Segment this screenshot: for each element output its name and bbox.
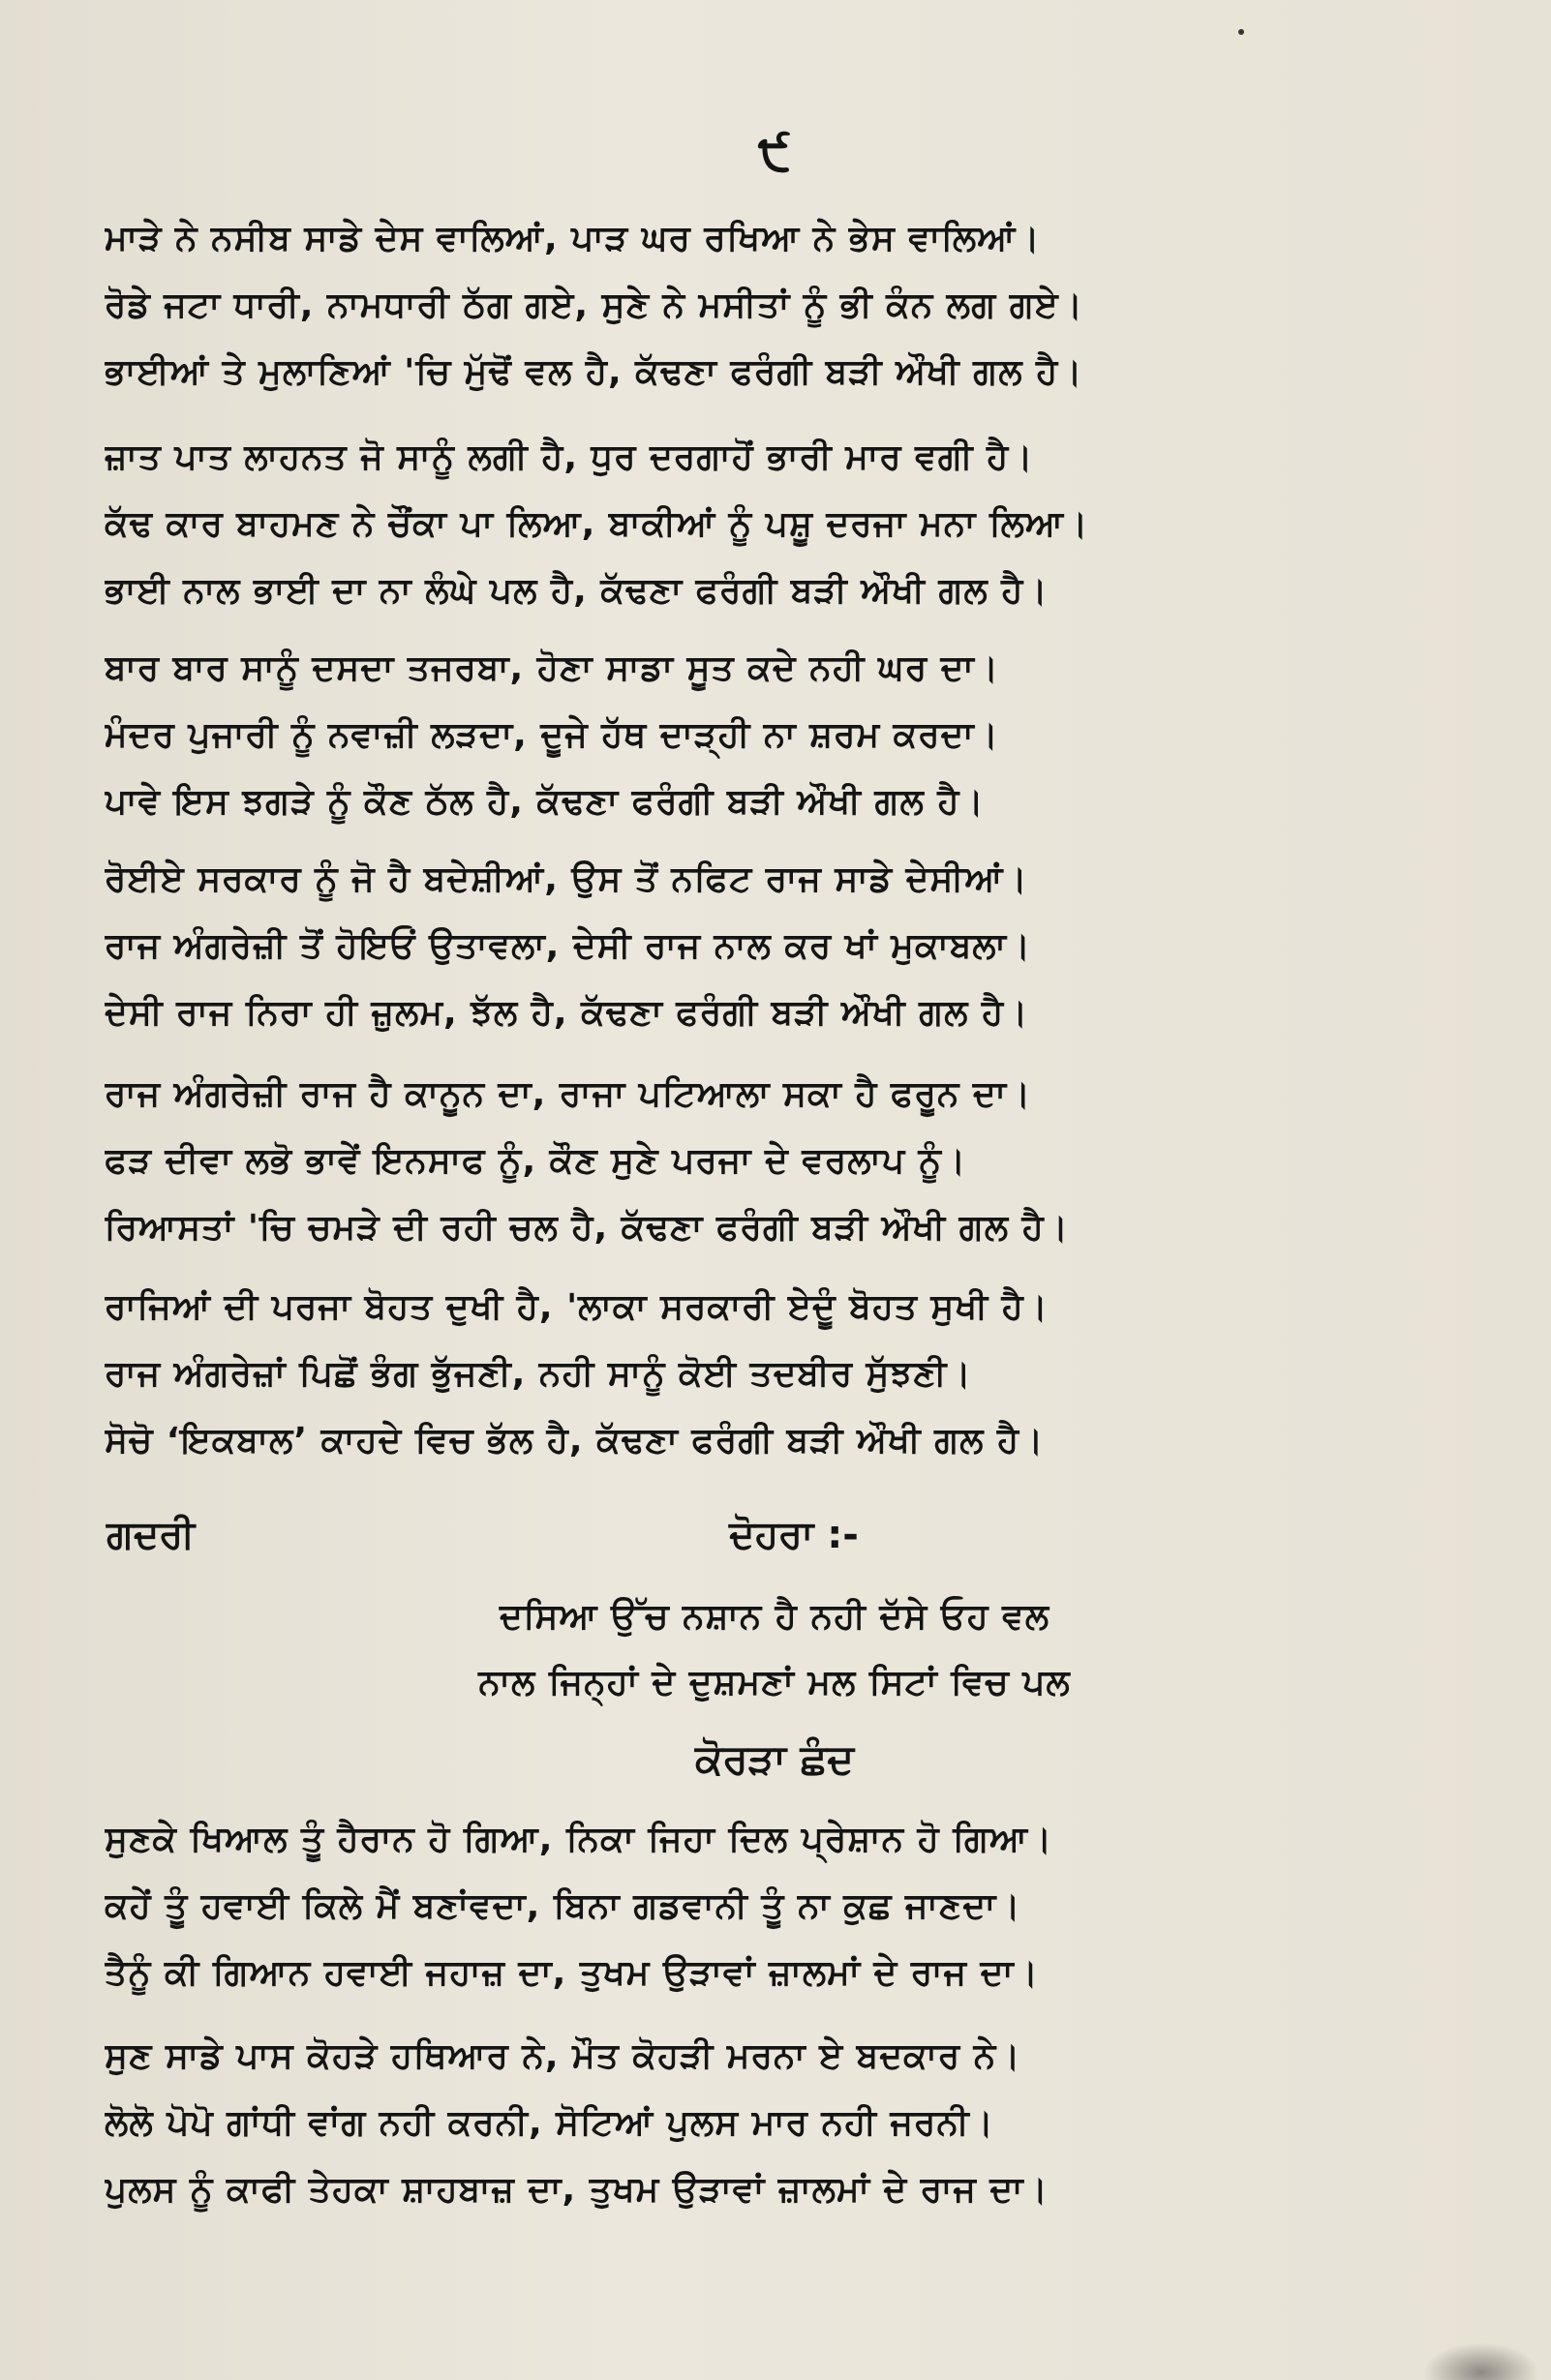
verse-line: ਬਾਰ ਬਾਰ ਸਾਨੂੰ ਦਸਦਾ ਤਜਰਬਾ, ਹੋਣਾ ਸਾਡਾ ਸੂਤ ਕਦੇ ਨਹੀ ਘਰ ਦਾ। bbox=[105, 648, 1000, 688]
verse-line: ਕਹੇਂ ਤੂੰ ਹਵਾਈ ਕਿਲੇ ਮੈਂ ਬਣਾਂਵਦਾ, ਬਿਨਾ ਗਡਵਾਨੀ ਤੂੰ ਨਾ ਕੁਛ ਜਾਣਦਾ। bbox=[105, 1886, 1021, 1926]
doha-heading: ਦੋਹਰਾ :- bbox=[729, 1513, 859, 1557]
verse-line: ਦੇਸੀ ਰਾਜ ਨਿਰਾ ਹੀ ਜ਼ੁਲਮ, ਝੱਲ ਹੈ, ਕੱਢਣਾ ਫਰੰਗੀ ਬੜੀ ਔਖੀ ਗਲ ਹੈ। bbox=[105, 993, 1029, 1033]
doha-line: ਦਸਿਆ ਉੱਚ ਨਸ਼ਾਨ ਹੈ ਨਹੀ ਦੱਸੇ ਓਹ ਵਲ bbox=[499, 1597, 1050, 1637]
stanza-7 bbox=[105, 1806, 1421, 2006]
page-smudge bbox=[1423, 2342, 1539, 2380]
stanza-6 bbox=[105, 1274, 1421, 1474]
page-number: ੯ bbox=[757, 124, 792, 182]
verse-line: ਸੋਚੋ ‘ਇਕਬਾਲ’ ਕਾਹਦੇ ਵਿਚ ਭੱਲ ਹੈ, ਕੱਢਣਾ ਫਰੰਗੀ ਬੜੀ ਔਖੀ ਗਲ ਹੈ। bbox=[105, 1421, 1045, 1461]
stanza-4 bbox=[105, 846, 1421, 1046]
doha-line: ਨਾਲ ਜਿਨ੍ਹਾਂ ਦੇ ਦੁਸ਼ਮਣਾਂ ਮਲ ਸਿਟਾਂ ਵਿਚ ਪਲ bbox=[478, 1663, 1071, 1702]
verse-line: ਰੋਈਏ ਸਰਕਾਰ ਨੂੰ ਜੋ ਹੈ ਬਦੇਸ਼ੀਆਂ, ਉਸ ਤੋਂ ਨਫਿਟ ਰਾਜ ਸਾਡੇ ਦੇਸੀਆਂ। bbox=[105, 859, 1028, 899]
stanza-3 bbox=[105, 635, 1421, 835]
verse-line: ਮੰਦਰ ਪੁਜਾਰੀ ਨੂੰ ਨਵਾਜ਼ੀ ਲੜਦਾ, ਦੂਜੇ ਹੱਥ ਦਾੜ੍ਹੀ ਨਾ ਸ਼ਰਮ ਕਰਦਾ। bbox=[105, 715, 999, 755]
stanza-8 bbox=[105, 2023, 1421, 2223]
verse-line: ਰਾਜ ਅੰਗਰੇਜ਼ੀ ਤੋਂ ਹੋਇਓਂ ਉਤਾਵਲਾ, ਦੇਸੀ ਰਾਜ ਨਾਲ ਕਰ ਖਾਂ ਮੁਕਾਬਲਾ। bbox=[105, 926, 1032, 966]
verse-line: ਰਿਆਸਤਾਂ 'ਚਿ ਚਮੜੇ ਦੀ ਰਹੀ ਚਲ ਹੈ, ਕੱਢਣਾ ਫਰੰਗੀ ਬੜੀ ਔਖੀ ਗਲ ਹੈ। bbox=[105, 1208, 1069, 1248]
section-label: ਗਦਰੀ bbox=[106, 1513, 196, 1557]
verse-line: ਜ਼ਾਤ ਪਾਤ ਲਾਹਨਤ ਜੋ ਸਾਨੂੰ ਲਗੀ ਹੈ, ਧੁਰ ਦਰਗਾਹੋਂ ਭਾਰੀ ਮਾਰ ਵਗੀ ਹੈ। bbox=[105, 437, 1034, 477]
verse-line: ਭਾਈਆਂ ਤੇ ਮੁਲਾਣਿਆਂ 'ਚਿ ਮੁੱਢੋਂ ਵਲ ਹੈ, ਕੱਢਣਾ ਫਰੰਗੀ ਬੜੀ ਔਖੀ ਗਲ ਹੈ। bbox=[105, 352, 1083, 392]
verse-line: ਰੋਡੇ ਜਟਾ ਧਾਰੀ, ਨਾਮਧਾਰੀ ਠੱਗ ਗਏ, ਸੁਣੇ ਨੇ ਮਸੀਤਾਂ ਨੂੰ ਭੀ ਕੰਨ ਲਗ ਗਏ। bbox=[105, 286, 1083, 325]
verse-line: ਫੜ ਦੀਵਾ ਲਭੋ ਭਾਵੇਂ ਇਨਸਾਫ ਨੂੰ, ਕੌਣ ਸੁਣੇ ਪਰਜਾ ਦੇ ਵਰਲਾਪ ਨੂੰ। bbox=[105, 1141, 967, 1181]
stanza-2 bbox=[105, 424, 1421, 624]
verse-line: ਸੁਣ ਸਾਡੇ ਪਾਸ ਕੋਹੜੇ ਹਥਿਆਰ ਨੇ, ਮੌਤ ਕੋਹੜੀ ਮਰਨਾ ਏ ਬਦਕਾਰ ਨੇ। bbox=[105, 2036, 1021, 2076]
verse-line: ਮਾੜੇ ਨੇ ਨਸੀਬ ਸਾਡੇ ਦੇਸ ਵਾਲਿਆਂ, ਪਾੜ ਘਰ ਰਖਿਆ ਨੇ ਭੇਸ ਵਾਲਿਆਂ। bbox=[105, 219, 1041, 258]
chhand-title: ਕੋਰੜਾ ਛੰਦ bbox=[694, 1735, 855, 1783]
verse-line: ਸੁਣਕੇ ਖਿਆਲ ਤੂੰ ਹੈਰਾਨ ਹੋ ਗਿਆ, ਨਿਕਾ ਜਿਹਾ ਦਿਲ ਪ੍ਰੇਸ਼ਾਨ ਹੋ ਗਿਆ। bbox=[105, 1820, 1053, 1859]
ink-speck bbox=[1238, 29, 1244, 35]
verse-line: ਰਾਜ ਅੰਗਰੇਜ਼ੀ ਰਾਜ ਹੈ ਕਾਨੂਨ ਦਾ, ਰਾਜਾ ਪਟਿਆਲਾ ਸਕਾ ਹੈ ਫਰੂਨ ਦਾ। bbox=[105, 1074, 1032, 1114]
doha-couplet bbox=[290, 1584, 1259, 1716]
stanza-5 bbox=[105, 1061, 1421, 1261]
stanza-1 bbox=[105, 205, 1421, 406]
verse-line: ਰਾਜਿਆਂ ਦੀ ਪਰਜਾ ਬੋਹਤ ਦੁਖੀ ਹੈ, 'ਲਾਕਾ ਸਰਕਾਰੀ ਏਦੂੰ ਬੋਹਤ ਸੁਖੀ ਹੈ। bbox=[105, 1287, 1049, 1327]
verse-line: ਲੋਲੋ ਪੋਪੋ ਗਾਂਧੀ ਵਾਂਗ ਨਹੀ ਕਰਨੀ, ਸੋਟਿਆਂ ਪੁਲਸ ਮਾਰ ਨਹੀ ਜਰਨੀ। bbox=[105, 2103, 994, 2143]
verse-line: ਪੁਲਸ ਨੂੰ ਕਾਫੀ ਤੇਹਕਾ ਸ਼ਾਹਬਾਜ਼ ਦਾ, ਤੁਖਮ ਉੜਾਵਾਂ ਜ਼ਾਲਮਾਂ ਦੇ ਰਾਜ ਦਾ। bbox=[105, 2170, 1049, 2210]
verse-line: ਪਾਵੇ ਇਸ ਝਗੜੇ ਨੂੰ ਕੌਣ ਠੱਲ ਹੈ, ਕੱਢਣਾ ਫਰੰਗੀ ਬੜੀ ਔਖੀ ਗਲ ਹੈ। bbox=[105, 782, 985, 822]
verse-line: ਕੱਢ ਕਾਰ ਬਾਹਮਣ ਨੇ ਚੌਂਕਾ ਪਾ ਲਿਆ, ਬਾਕੀਆਂ ਨੂੰ ਪਸ਼ੂ ਦਰਜਾ ਮਨਾ ਲਿਆ। bbox=[105, 504, 1089, 544]
verse-line: ਤੈਨੂੰ ਕੀ ਗਿਆਨ ਹਵਾਈ ਜਹਾਜ਼ ਦਾ, ਤੁਖਮ ਉੜਾਵਾਂ ਜ਼ਾਲਮਾਂ ਦੇ ਰਾਜ ਦਾ। bbox=[105, 1953, 1039, 1993]
verse-line: ਰਾਜ ਅੰਗਰੇਜ਼ਾਂ ਪਿਛੋਂ ਭੰਗ ਭੁੱਜਣੀ, ਨਹੀ ਸਾਨੂੰ ਕੋਈ ਤਦਬੀਰ ਸੁੱਝਣੀ। bbox=[105, 1354, 972, 1394]
verse-line: ਭਾਈ ਨਾਲ ਭਾਈ ਦਾ ਨਾ ਲੰਘੇ ਪਲ ਹੈ, ਕੱਢਣਾ ਫਰੰਗੀ ਬੜੀ ਔਖੀ ਗਲ ਹੈ। bbox=[105, 571, 1049, 611]
